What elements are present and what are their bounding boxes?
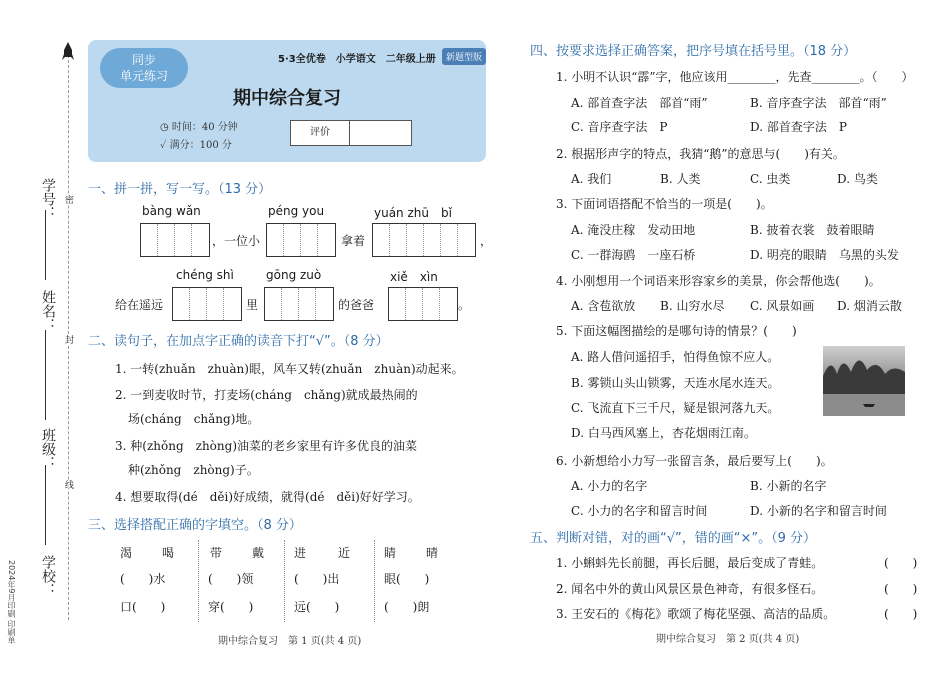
school-label: 学校： [40,555,56,597]
char-he: 喝 [162,546,175,560]
seal-xian: 线 [63,480,73,489]
s2-q3-line1: 3. 种(zhǒng zhòng)油菜的老乡家里有许多优良的油菜 [115,439,417,453]
s1-text-4: 给在遥远 [115,298,164,312]
writing-grid-6[interactable] [388,287,458,321]
fill-chuan[interactable]: 穿( ) [208,600,254,614]
s5-q2: 2. 闻名中外的黄山风景区景色神奇，有很多怪石。 [556,582,824,596]
s5-q3: 3. 王安石的《梅花》歌颂了梅花坚强、高洁的品质。 [556,607,836,621]
time-info: ◷ 时间：40 分钟 [160,122,238,133]
char-jin1: 进 [294,546,307,560]
sync-practice-badge: 同步 单元练习 [100,48,188,88]
s4-q4-d: D. 烟消云散 [837,299,902,313]
writing-grid-5[interactable] [264,287,334,321]
s2-q2-line2: 场(cháng chǎng)地。 [128,412,260,426]
footer-page-2: 期中综合复习 第 2 页(共 4 页) [656,634,800,645]
header-card [88,40,486,162]
seal-mi: 密 [63,195,73,204]
s5-q1: 1. 小蝌蚪先长前腿，再长后腿，最后变成了青蛙。 [556,556,824,570]
series-info: 5·3全优卷 小学语文 二年级上册 [278,54,436,65]
s4-q5-d: D. 白马西风塞上，杏花烟雨江南。 [571,426,756,440]
s4-q3-d: D. 明亮的眼睛 乌黑的头发 [750,248,899,262]
s4-q6-c: C. 小力的名字和留言时间 [571,504,708,518]
fill-kou[interactable]: 口( ) [120,600,166,614]
s4-q2-a: A. 我们 [571,172,612,186]
name-line [45,330,46,420]
s4-q4: 4. 小刚想用一个词语来形容家乡的美景，你会帮他选( )。 [556,274,881,288]
s4-q2-d: D. 鸟类 [837,172,878,186]
s4-q5-b: B. 雾锁山头山锁雾，天连水尾水连天。 [571,376,780,390]
section-1-title: 一、拼一拼，写一写。（13 分） [88,182,272,197]
writing-grid-2[interactable] [266,223,336,257]
s4-q6-d: D. 小新的名字和留言时间 [750,504,887,518]
s2-q2-line1: 2. 一到麦收时节，打麦场(cháng chǎng)就成最热闹的 [115,388,418,402]
section-5-title: 五、判断对错，对的画“√”，错的画“×”。（9 分） [530,531,817,546]
pinyin-pengyou: péng you [268,204,325,218]
s2-q3-line2: 种(zhǒng zhòng)子。 [128,463,259,477]
s4-q6-a: A. 小力的名字 [571,479,648,493]
class-label: 班级： [40,428,56,470]
fill-yuan[interactable]: 远( ) [294,600,340,614]
s1-text-6: 的爸爸 [338,298,375,312]
s2-q4: 4. 想要取得(dé děi)好成绩，就得(dé děi)好好学习。 [115,490,420,504]
s4-q2-b: B. 人类 [660,172,701,186]
s4-q1: 1. 小明不认识“霹”字，他应该用________，先查________。（ ） [556,70,914,84]
class-line [45,465,46,545]
evaluation-box[interactable] [290,120,412,146]
table-divider-2 [284,540,285,622]
char-jing1: 睛 [384,546,397,560]
section-3-title: 三、选择搭配正确的字填空。（8 分） [88,518,302,533]
evaluation-label: 评价 [291,121,350,145]
rocket-icon [62,42,74,62]
s4-q6: 6. 小新想给小力写一张留言条，最后要写上( )。 [556,454,833,468]
student-id-label: 学号： [40,178,56,220]
s4-q1-b: B. 音序查字法 部首“雨” [750,96,887,110]
s1-text-1: ，一位小 [212,234,261,248]
s5-q2-answer[interactable]: ( ) [884,582,918,596]
section-4-title: 四、按要求选择正确答案，把序号填在括号里。（18 分） [530,44,857,59]
s4-q5-c: C. 飞流直下三千尺，疑是银河落九天。 [571,401,780,415]
s4-q4-a: A. 含苞欲放 [571,299,636,313]
pinyin-yuanzhubi: yuán zhū bǐ [374,206,452,220]
char-ke: 渴 [120,546,133,560]
section-2-title: 二、读句子，在加点字正确的读音下打“√”。（8 分） [88,334,389,349]
s1-text-3: ， [480,234,493,248]
clock-icon: ◷ [160,122,172,133]
writing-grid-3[interactable] [372,223,476,257]
pinyin-gongzuo: gōng zuò [266,268,322,282]
landscape-photo [823,346,905,416]
fill-lang[interactable]: ( )朗 [384,600,430,614]
s5-q1-answer[interactable]: ( ) [884,556,918,570]
s5-q3-answer[interactable]: ( ) [884,607,918,621]
edition-badge: 新题型版 [442,48,486,65]
char-dai2: 戴 [252,546,265,560]
char-dai1: 带 [210,546,223,560]
student-id-line [45,210,46,280]
s4-q6-b: B. 小新的名字 [750,479,827,493]
pinyin-chengshi: chéng shì [176,268,234,282]
full-score-info: ✓ 满分：100 分 [160,140,232,151]
s4-q3-c: C. 一群海鸥 一座石桥 [571,248,696,262]
s4-q4-b: B. 山穷水尽 [660,299,725,313]
s1-text-5: 里 [246,298,259,312]
fill-chu[interactable]: ( )出 [294,572,340,586]
s1-text-7: 。 [458,298,471,312]
fill-ling[interactable]: ( )领 [208,572,254,586]
s4-q1-c: C. 音序查字法 P [571,120,668,134]
check-circle-icon: ✓ [160,140,170,151]
s2-q1: 1. 一转(zhuǎn zhuàn)眼，风车又转(zhuǎn zhuàn)动起来。 [115,362,464,376]
seal-feng: 封 [63,335,73,344]
s4-q3-b: B. 披着衣裳 鼓着眼睛 [750,223,875,237]
s4-q1-a: A. 部首查字法 部首“雨” [571,96,708,110]
s4-q2-c: C. 虫类 [750,172,791,186]
s4-q5: 5. 下面这幅图描绘的是哪句诗的情景？( ) [556,324,797,338]
fill-yan[interactable]: 眼( ) [384,572,430,586]
s4-q2: 2. 根据形声字的特点，我猜“鹅”的意思与( )有关。 [556,147,845,161]
table-divider-3 [374,540,375,622]
footer-page-1: 期中综合复习 第 1 页(共 4 页) [218,636,362,647]
s4-q1-d: D. 部首查字法 P [750,120,847,134]
pinyin-xiexin: xiě xìn [390,270,438,284]
s4-q3: 3. 下面词语搭配不恰当的一项是( )。 [556,197,773,211]
char-qing: 晴 [426,546,439,560]
s1-text-2: 拿着 [341,234,366,248]
page-title: 期中综合复习 [233,88,341,109]
writing-grid-4[interactable] [172,287,242,321]
table-divider-1 [198,540,199,622]
char-choice-table [112,540,452,622]
pinyin-bangwan: bàng wǎn [142,204,201,218]
print-code: 2024年9月印刷 印刷单 [7,560,16,644]
name-label: 姓名： [40,290,56,332]
writing-grid-1[interactable] [140,223,210,257]
s4-q3-a: A. 淹没庄稼 发动田地 [571,223,696,237]
char-jin2: 近 [338,546,351,560]
s4-q5-a: A. 路人借问遥招手，怕得鱼惊不应人。 [571,350,780,364]
s4-q4-c: C. 风景如画 [750,299,815,313]
fill-shui[interactable]: ( )水 [120,572,166,586]
